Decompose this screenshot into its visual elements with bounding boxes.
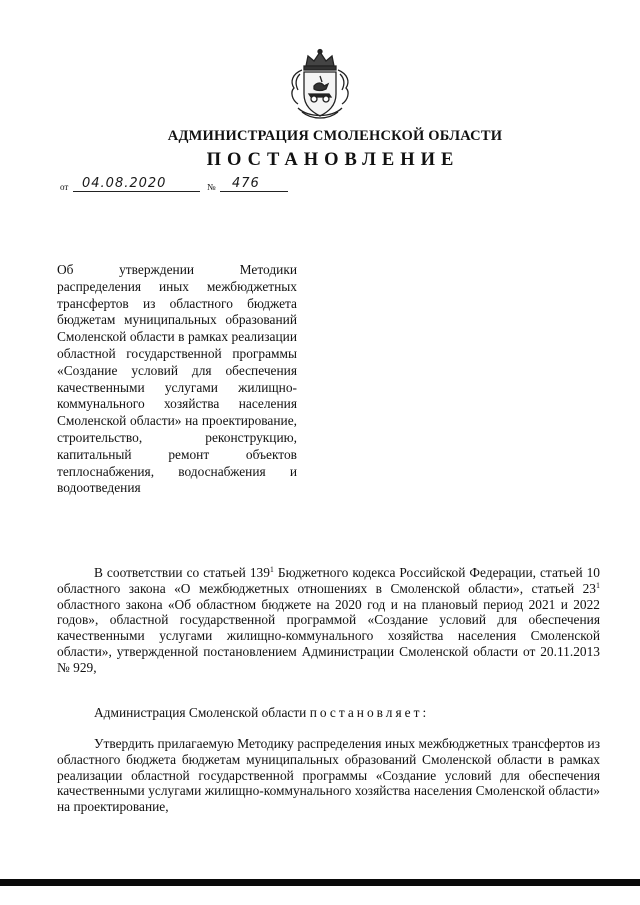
document-subject: Об утверждении Методики распределения иных межбюджетных трансфертов из областного бюджета бюджетам муниципальных образований Смоленской области в рамках реализации областной государственной программы «Создание условий для обеспечения качественными услугами жилищно-коммунального хозяйства населения Смоленской области» на проектирование, строительство, реконструкцию, капитальный ремонт объектов теплоснабжения, водоснабжения и водоотведения [57,262,297,496]
date-prefix: от [60,182,69,192]
resolution-clause: Администрация Смоленской области постановляет: [94,705,430,720]
operative-paragraph: Утвердить прилагаемую Методику распределения иных межбюджетных трансфертов из областного бюджета бюджетам муниципальных образований Смоленской области в рамках реализации областной государственной программы «Создание условий для обеспечения качественными услугами жилищно-коммунального хозяйства населения Смоленской области» на проектирование, [57,736,600,815]
scan-bottom-edge [0,879,640,886]
preamble-paragraph: В соответствии со статьей $139^1$ Бюджетного кодекса Российской Федерации, статьей 10 областного закона «О межбюджетных отношениях в Смоленской области», статьей $23^1$ областного закона «Об областном бюджете на 2020 год и на плановый период 2021 и 2022 годов», областной государственной программой «Создание условий для обеспечения качественными услугами жилищно-коммунального хозяйства населения Смоленской области», утвержденной постановлением Администрации Смоленской области от 20.11.2013 № 929, [57,565,600,675]
number-underline [220,191,288,192]
handwritten-number: 476 [232,176,260,191]
organization-title: АДМИНИСТРАЦИЯ СМОЛЕНСКОЙ ОБЛАСТИ [167,128,503,144]
coat-of-arms-emblem [284,48,356,122]
date-number-line [60,176,300,196]
number-prefix: № [207,182,216,192]
document-type-heading: ПОСТАНОВЛЕНИЕ [206,150,460,170]
date-underline [73,191,200,192]
handwritten-date: 04.08.2020 [82,176,167,191]
